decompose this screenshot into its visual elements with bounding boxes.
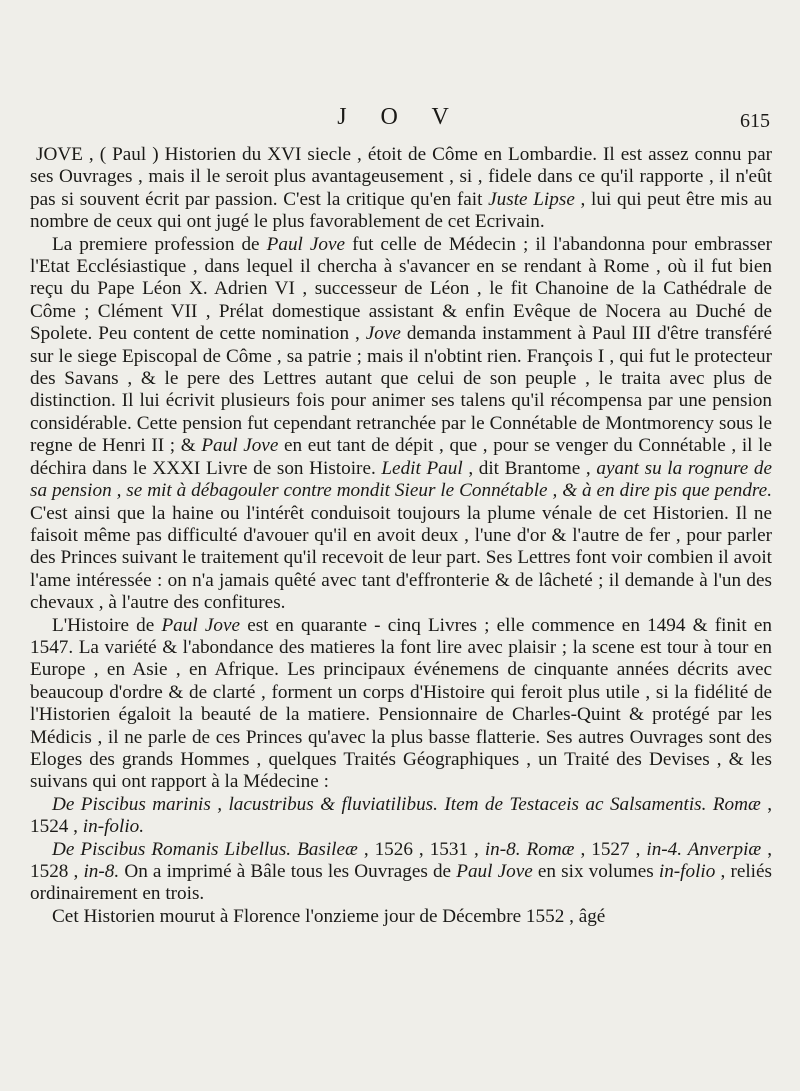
article-text (30, 144, 772, 928)
bibliography-entry (30, 839, 772, 906)
italic-run: in-folio (658, 861, 716, 882)
text-run: L'Histoire de (52, 614, 162, 636)
text-run: , reliés ordinairement en trois. (30, 861, 772, 905)
text-run: en eut tant de dépit , que , pour se venger du Connétable , il le déchira dans le XXXI Livre de son Histoire. (30, 435, 772, 479)
italic-run: Paul Jove (201, 435, 279, 457)
italic-run: De Piscibus Romanis Libellus. Basileæ (52, 838, 358, 860)
italic-run: ayant su la rognure de sa pension , se mit à débagouler contre mondit Sieur le Connétable , & à en dire pis que pendre. (30, 457, 772, 502)
italic-run: Paul Jove (456, 861, 533, 882)
running-head (0, 104, 800, 134)
italic-run: in-4. Anverpiæ (646, 838, 762, 860)
paragraph-history (30, 615, 772, 794)
italic-run: Juste Lipse (488, 188, 575, 210)
italic-run: Paul Jove (161, 614, 241, 636)
text-run: , 1524 , (30, 793, 772, 838)
text-run: , 1527 , (574, 838, 647, 860)
italic-run: in-8. (83, 861, 120, 882)
text-run: , lui qui peut être mis au nombre de ceux qui ont jugé le plus favorablement de cet Ecrivain. (30, 188, 772, 233)
italic-run: Ledit Paul (381, 457, 463, 479)
italic-run: in-folio. (82, 816, 145, 838)
text-run: demanda instamment à Paul III d'être transféré sur le siege Episcopal de Côme , sa patrie ; mais il n'obtint rien. François I , qui fut le protecteur des Savans , & le pere des Lettres autant que celui de son peuple , le traita avec plus de distinction. Il lui écrivit plusieurs fois pour animer ses talens qu'il récompensa par une pension considérable. Cette pension fut cependant retranchée par le Connétable de Montmorency sous le regne de Henri II ; & (30, 323, 772, 457)
text-run: est en quarante - cinq Livres ; elle commence en 1494 & finit en 1547. La variété & l'abondance des matieres la font lire avec plaisir ; la scene est tour à tour en Europe , en Asie , en Afrique. Les principaux événemens de cinquante années décrits avec beaucoup d'ordre & de clarté , forment un corps d'Histoire qui feroit plus utile , si la fidélité de l'Historien égaloit la beauté de la matiere. Pensionnaire de Charles-Quint & protégé par les Médicis , il ne parle de ces Princes qu'avec la plus basse flatterie. Ses autres Ouvrages sont des Eloges des grands Hommes , quelques Traités Géographiques , un Traité des Devises , & les suivans qui ont rapport à la Médecine : (30, 614, 772, 793)
text-run: , 1526 , 1531 , (357, 838, 485, 860)
italic-run: Paul Jove (266, 233, 346, 255)
text-run: fut celle de Médecin ; il l'abandonna pour embrasser l'Etat Ecclésiastique , dans lequel il chercha à s'avancer en se rendant à Rome , où il fut bien reçu du Pape Léon X. Adrien VI , successeur de Léon , le fit Chanoine de la Cathédrale de Côme ; Clément VII , Prélat domestique assistant & enfin Evêque de Nocera au Duché de Spolete. Peu content de cette nomination , (30, 233, 772, 345)
text-run: On a imprimé à Bâle tous les Ouvrages de (119, 861, 457, 882)
text-run: , dit Brantome , (462, 457, 597, 479)
italic-run: in-8. Romæ (484, 838, 575, 860)
text-run: Cet Historien mourut à Florence l'onzieme jour de Décembre 1552 , âgé (52, 905, 606, 927)
paragraph-intro (30, 144, 772, 234)
text-run: JOVE , ( Paul ) Historien du XVI siecle , étoit de Côme en Lombardie. Il est assez connu par ses Ouvrages , mais il le seroit plus avantageusement , si , fidele dans ce qu'il rapporte , il n'eût pas si souvent écrit par passion. C'est la critique qu'en fait (30, 144, 772, 210)
page-number: 615 (740, 110, 770, 132)
paragraph-biography (30, 234, 772, 615)
text-run: C'est ainsi que la haine ou l'intérêt conduisoit toujours la plume vénale de cet Historien. Il ne faisoit même pas difficulté d'avouer qu'il en avoit deux , l'une d'or & l'autre de fer , pour parler des Princes suivant le traitement qu'il recevoit de leur part. Ses Lettres font voir combien il avoit l'ame intéressée : on n'a jamais quêté avec tant d'effronterie & de lâcheté ; il demande à l'un des chevaux , à l'autre des confitures. (30, 502, 772, 614)
italic-run: De Piscibus marinis , lacustribus & fluviatilibus. Item de Testaceis ac Salsamentis. Romæ (52, 793, 761, 815)
text-run: La premiere profession de (52, 233, 267, 255)
running-head-word: J O V (337, 104, 463, 130)
text-run: en six volumes (532, 861, 659, 882)
bibliography-entry (30, 794, 772, 839)
text-run: , 1528 , (30, 838, 773, 882)
paragraph-death (30, 906, 772, 928)
italic-run: Jove (365, 323, 401, 345)
